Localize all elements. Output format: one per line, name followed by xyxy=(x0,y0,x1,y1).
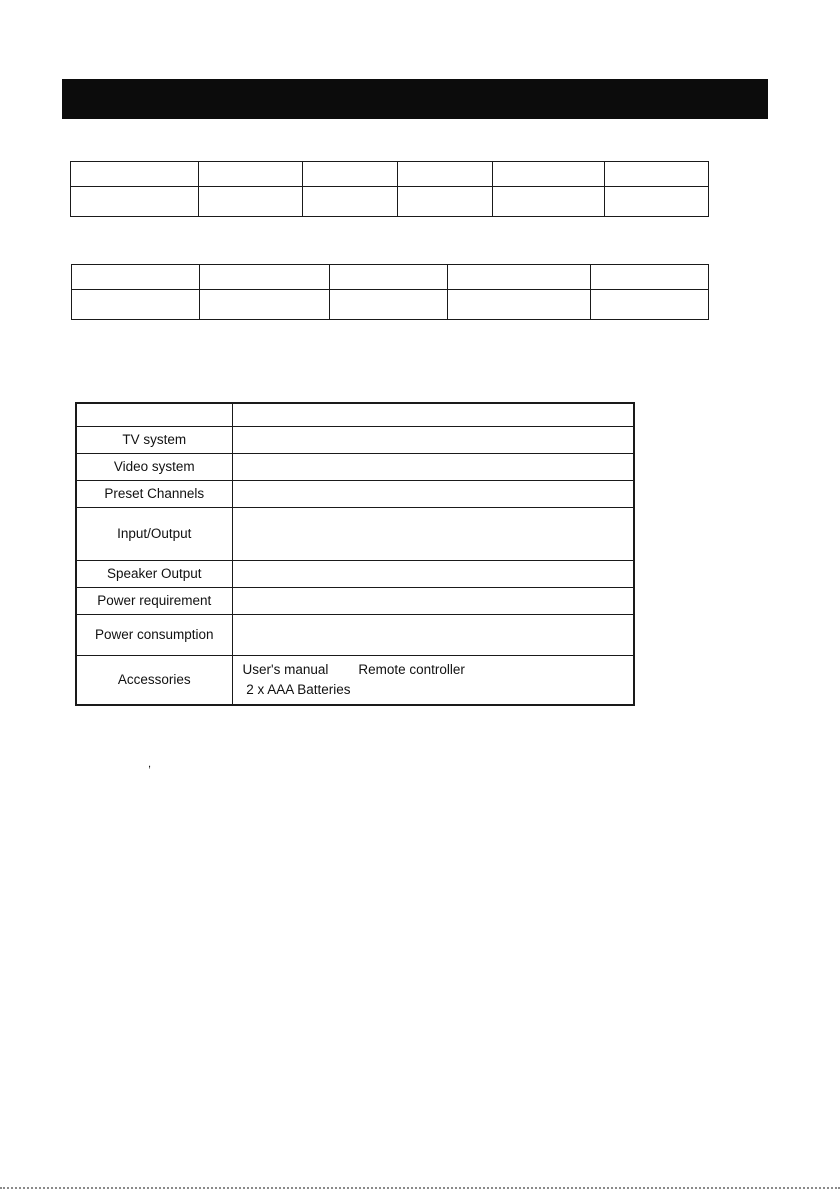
accessories-line: 2 x AAA Batteries xyxy=(242,681,351,697)
spec-row-accessories xyxy=(76,655,634,705)
spec-label: Input/Output xyxy=(76,507,232,560)
spec-label: Video system xyxy=(76,453,232,480)
spec-label: Speaker Output xyxy=(76,560,232,587)
grid-cell xyxy=(493,187,605,217)
grid-cell xyxy=(71,187,199,217)
spec-label: Accessories xyxy=(76,655,232,705)
section-header-bar xyxy=(62,79,768,119)
grid-cell xyxy=(398,162,493,187)
spec-value-accessories xyxy=(232,655,634,705)
spec-grid-middle xyxy=(71,264,709,320)
spec-value xyxy=(232,480,634,507)
spec-label xyxy=(76,403,232,426)
grid-cell xyxy=(398,187,493,217)
grid-cell xyxy=(199,187,303,217)
spec-value xyxy=(232,587,634,614)
spec-label: Power requirement xyxy=(76,587,232,614)
spec-row-power-requirement xyxy=(76,587,634,614)
grid-cell xyxy=(330,265,448,290)
grid-cell xyxy=(605,187,709,217)
spec-label: Preset Channels xyxy=(76,480,232,507)
grid-cell xyxy=(448,290,591,320)
spec-value xyxy=(232,426,634,453)
spec-row-speaker-output xyxy=(76,560,634,587)
specifications-table xyxy=(75,402,635,706)
spec-row-power-consumption xyxy=(76,614,634,655)
stray-mark: , xyxy=(148,758,152,770)
grid-cell xyxy=(591,290,709,320)
grid-cell xyxy=(330,290,448,320)
spec-row-tv-system xyxy=(76,426,634,453)
grid-cell xyxy=(493,162,605,187)
grid-cell xyxy=(72,290,200,320)
spec-label: TV system xyxy=(76,426,232,453)
spec-grid-top xyxy=(70,161,709,217)
grid-cell xyxy=(71,162,199,187)
grid-cell xyxy=(448,265,591,290)
accessories-line: User's manual Remote controller xyxy=(242,661,465,677)
grid-cell xyxy=(72,265,200,290)
spec-value xyxy=(232,614,634,655)
spec-row-header xyxy=(76,403,634,426)
spec-row-video-system xyxy=(76,453,634,480)
spec-row-preset-channels xyxy=(76,480,634,507)
grid-cell xyxy=(199,162,303,187)
spec-value xyxy=(232,560,634,587)
spec-value xyxy=(232,453,634,480)
grid-cell xyxy=(605,162,709,187)
grid-cell xyxy=(591,265,709,290)
grid-cell xyxy=(200,265,330,290)
spec-value xyxy=(232,507,634,560)
spec-row-input-output xyxy=(76,507,634,560)
grid-cell xyxy=(303,187,398,217)
page-edge-dotted-line xyxy=(0,1187,840,1189)
grid-cell xyxy=(303,162,398,187)
spec-value xyxy=(232,403,634,426)
spec-label: Power consumption xyxy=(76,614,232,655)
grid-cell xyxy=(200,290,330,320)
